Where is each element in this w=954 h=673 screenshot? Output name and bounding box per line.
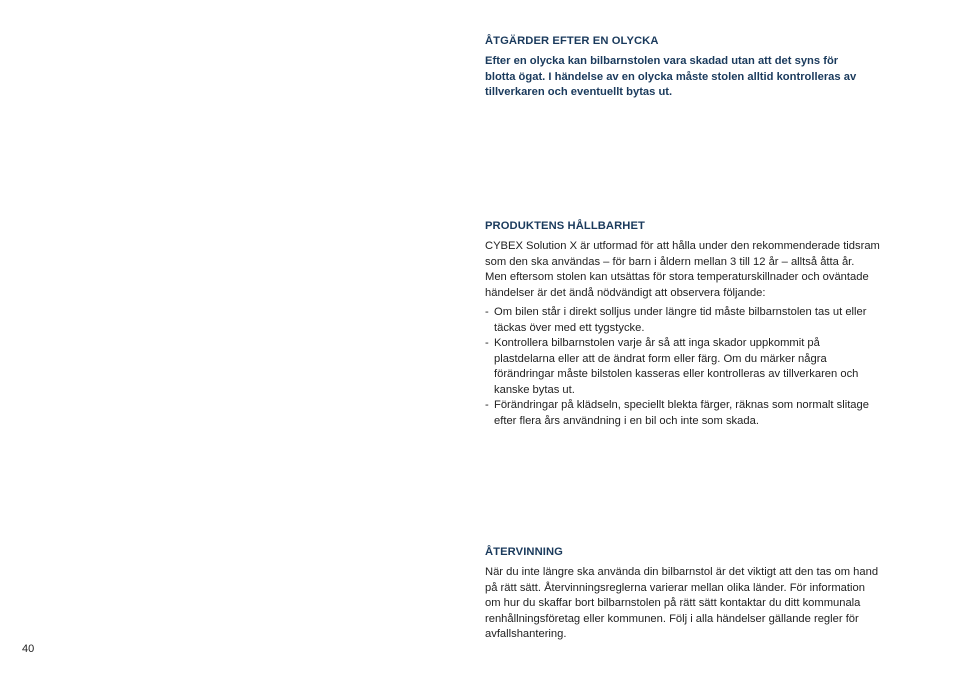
text-line: som den ska användas – för barn i åldern mellan 3 till 12 år – alltså åtta år.: [485, 255, 855, 268]
text-line: efter flera års användning i en bil och inte som skada.: [494, 414, 759, 427]
section-heading-recycling: ÅTERVINNING: [485, 546, 563, 558]
text-line: CYBEX Solution X är utformad för att hålla under den rekommenderade tidsram: [485, 240, 880, 252]
text-line: Förändringar på klädseln, speciellt blekta färger, räknas som normalt slitage: [494, 399, 869, 411]
text-line: blotta ögat. I händelse av en olycka måste stolen alltid kontrolleras av: [485, 70, 857, 83]
durability-bullet-list: [485, 305, 925, 429]
list-item: [485, 305, 925, 336]
section-accident: [485, 34, 925, 101]
bullet-dash: -: [485, 306, 489, 318]
text-line: kanske bytas ut.: [494, 383, 575, 396]
durability-paragraph: [485, 239, 925, 301]
bullet-dash: -: [485, 399, 489, 411]
text-line: händelser är det ändå nödvändigt att observera följande:: [485, 286, 766, 299]
text-line: avfallshantering.: [485, 628, 567, 640]
text-line: renhållningsföretag eller kommunen. Följ i alla händelser gällande regler för: [485, 612, 859, 625]
accident-paragraph: [485, 54, 925, 101]
text-line: täckas över med ett tygstycke.: [494, 321, 645, 334]
section-recycling: [485, 545, 925, 643]
page-number: 40: [22, 643, 35, 655]
text-line: Efter en olycka kan bilbarnstolen vara skadad utan att det syns för: [485, 55, 839, 67]
section-durability: [485, 219, 925, 429]
list-item: [485, 398, 925, 429]
text-line: När du inte längre ska använda din bilbarnstol är det viktigt att den tas om hand: [485, 566, 879, 578]
text-line: Men eftersom stolen kan utsättas för stora temperaturskillnader och oväntade: [485, 271, 869, 283]
text-line: Kontrollera bilbarnstolen varje år så att inga skador uppkommit på: [494, 337, 820, 349]
text-line: på rätt sätt. Återvinningsreglerna varierar mellan olika länder. För information: [485, 581, 865, 594]
text-line: om hur du skaffar bort bilbarnstolen på rätt sätt kontaktar du ditt kommunala: [485, 597, 861, 609]
text-line: förändringar måste bilstolen kasseras eller kontrolleras av tillverkaren och: [494, 368, 859, 380]
text-line: Om bilen står i direkt solljus under längre tid måste bilbarnstolen tas ut eller: [494, 306, 867, 318]
text-line: plastdelarna eller att de ändrat form eller färg. Om du märker några: [494, 352, 827, 365]
recycling-paragraph: [485, 565, 925, 643]
bullet-dash: -: [485, 337, 489, 349]
section-heading-accident: ÅTGÄRDER EFTER EN OLYCKA: [485, 35, 659, 47]
list-item: [485, 336, 925, 398]
section-heading-durability: PRODUKTENS HÅLLBARHET: [485, 220, 645, 232]
text-line: tillverkaren och eventuellt bytas ut.: [485, 86, 673, 98]
